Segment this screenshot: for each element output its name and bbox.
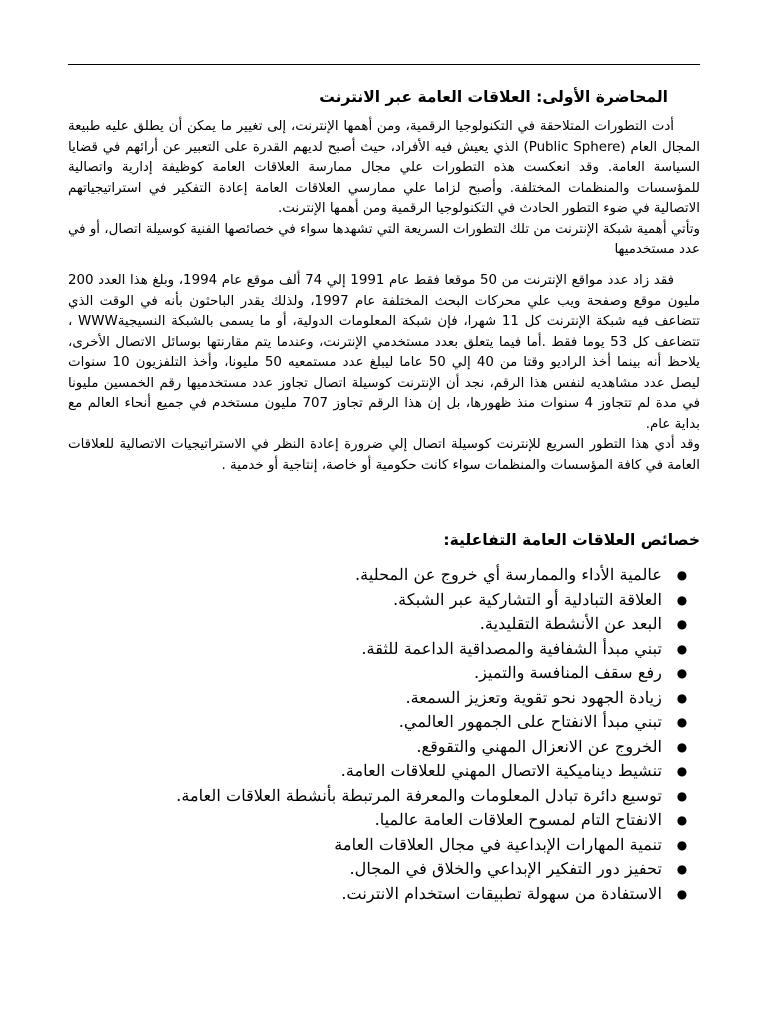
bullet-icon: ●	[676, 788, 688, 803]
header-rule	[68, 64, 700, 65]
list-item-text: توسيع دائرة تبادل المعلومات والمعرفة المرتبطة بأنشطة العلاقات العامة.	[176, 785, 662, 805]
bullet-icon: ●	[676, 715, 688, 729]
list-item	[88, 882, 688, 907]
list-item-text: تبني مبدأ الانفتاح على الجمهور العالمي.	[398, 712, 662, 731]
bullet-icon: ●	[676, 666, 688, 680]
list-item-text: رفع سقف المنافسة والتميز.	[473, 663, 662, 682]
list-item	[88, 759, 688, 784]
bullet-icon: ●	[676, 641, 688, 656]
bullet-icon: ●	[676, 862, 688, 876]
lecture-title: المحاضرة الأولى: العلاقات العامة عبر الانترنت	[319, 88, 668, 106]
list-item-text: تحفيز دور التفكير الإبداعي والخلاق في المجال.	[349, 859, 662, 878]
list-item-text: الخروج عن الانعزال المهني والتقوقع.	[416, 736, 662, 756]
bullet-icon: ●	[676, 837, 688, 852]
bullet-icon: ●	[676, 764, 688, 778]
list-item-text: زيادة الجهود نحو تقوية وتعزيز السمعة.	[405, 687, 662, 707]
list-item-text: عالمية الأداء والممارسة أي خروج عن المحلية.	[355, 565, 662, 584]
list-item-text: تنمية المهارات الإبداعية في مجال العلاقات العامة	[334, 834, 662, 854]
strategy-paragraph: وقد أدي هذا التطور السريع للإنترنت كوسيلة اتصال إلي ضرورة إعادة النظر في الاستراتيجيات الاتصالية للعلاقات العامة في كافة المؤسسات والمنظمات سواء كانت حكومية أو خاصة، إنتاجية أو خدمية .	[68, 437, 700, 473]
intro-paragraph: أدت التطورات المتلاحقة في التكنولوجيا الرقمية، ومن أهمها الإنترنت، إلى تغيير ما يمكن أن يطلق عليه طبيعة المجال العام (Public Sphere) الذي يعيش فيه الأفراد، حيث أصبح لديهم القدرة على التعبير عن أرائهم في قضايا السياسة العامة. وقد انعكست هذه التطورات علي مجال ممارسة العلاقات العامة كوظيفة إدارية واتصالية للمؤسسات والمنظمات المختلفة. وأصبح لزاما علي ممارسي العلاقات العامة إعادة التفكير في استراتيجياتهم الاتصالية في ضوء التطور الحادث في التكنولوجيا الرقمية ومن أهمها الإنترنت.	[68, 119, 700, 216]
bullet-icon: ●	[676, 568, 688, 582]
list-item	[88, 833, 688, 858]
importance-paragraph: وتأتي أهمية شبكة الإنترنت من تلك التطورات السريعة التي تشهدها سواء في خصائصها الفنية كوسيلة اتصال، أو في عدد مستخدميها	[68, 221, 700, 257]
list-item	[88, 612, 688, 637]
list-item	[88, 784, 688, 809]
list-item-text: تبني مبدأ الشفافية والمصداقية الداعمة للثقة.	[361, 638, 662, 658]
bullet-icon: ●	[676, 886, 688, 901]
list-item	[88, 808, 688, 833]
section-title: خصائص العلاقات العامة التفاعلية:	[443, 531, 700, 549]
list-item	[88, 735, 688, 760]
list-item	[88, 661, 688, 686]
list-item-text: تنشيط ديناميكية الاتصال المهني للعلاقات العامة.	[340, 761, 662, 780]
bullet-icon: ●	[676, 617, 688, 631]
bullet-icon: ●	[676, 690, 688, 705]
list-item	[88, 686, 688, 711]
list-item	[88, 563, 688, 588]
growth-paragraph: فقد زاد عدد مواقع الإنترنت من 50 موقعا فقط عام 1991 إلي 74 ألف موقع عام 1994، وبلغ هذا العدد 200 مليون موقع وصفحة ويب علي محركات البحث المختلفة عام 1997، ولذلك يقدر الباحثون بأنه في الوقت الذي تتضاعف فيه شبكة الإنترنت كل 11 شهرا، فإن شبكة المعلومات الدولية، أو ما يسمى بالشبكة النسيجيةWWW ، تتضاعف كل 53 يوما فقط .أما فيما يتعلق بعدد مستخدمي الإنترنت، وعندما يتم مقارنتها بوسائل الاتصال الأخرى، يلاحظ أنه بينما أخذ الراديو وقتا من 40 إلي 50 عاما ليبلغ عدد مستمعيه 50 مليونا، وأخذ التلفزيون 10 سنوات ليصل عدد مشاهديه لنفس هذا الرقم، نجد أن الإنترنت كوسيلة اتصال تجاوز عدد مستخدميها رقم الخمسين مليونا في مدة لم تتجاوز 4 سنوات منذ ظهورها، بل إن هذا الرقم تجاوز 707 مليون مستخدم في جميع أنحاء العالم مع بداية عام.	[68, 273, 700, 432]
statistics-section	[68, 271, 700, 476]
list-item	[88, 588, 688, 613]
list-item-text: العلاقة التبادلية أو التشاركية عبر الشبكة.	[393, 589, 662, 609]
list-item-text: البعد عن الأنشطة التقليدية.	[479, 614, 662, 633]
bullet-icon: ●	[676, 813, 688, 827]
features-list	[88, 563, 688, 906]
list-item	[88, 857, 688, 882]
list-item	[88, 710, 688, 735]
list-item-text: الانفتاح التام لمسوح العلاقات العامة عالميا.	[374, 810, 662, 829]
list-item-text: الاستفادة من سهولة تطبيقات استخدام الانترنت.	[341, 883, 662, 903]
bullet-icon: ●	[676, 592, 688, 607]
intro-section	[68, 117, 700, 261]
bullet-icon: ●	[676, 739, 688, 754]
list-item	[88, 637, 688, 662]
